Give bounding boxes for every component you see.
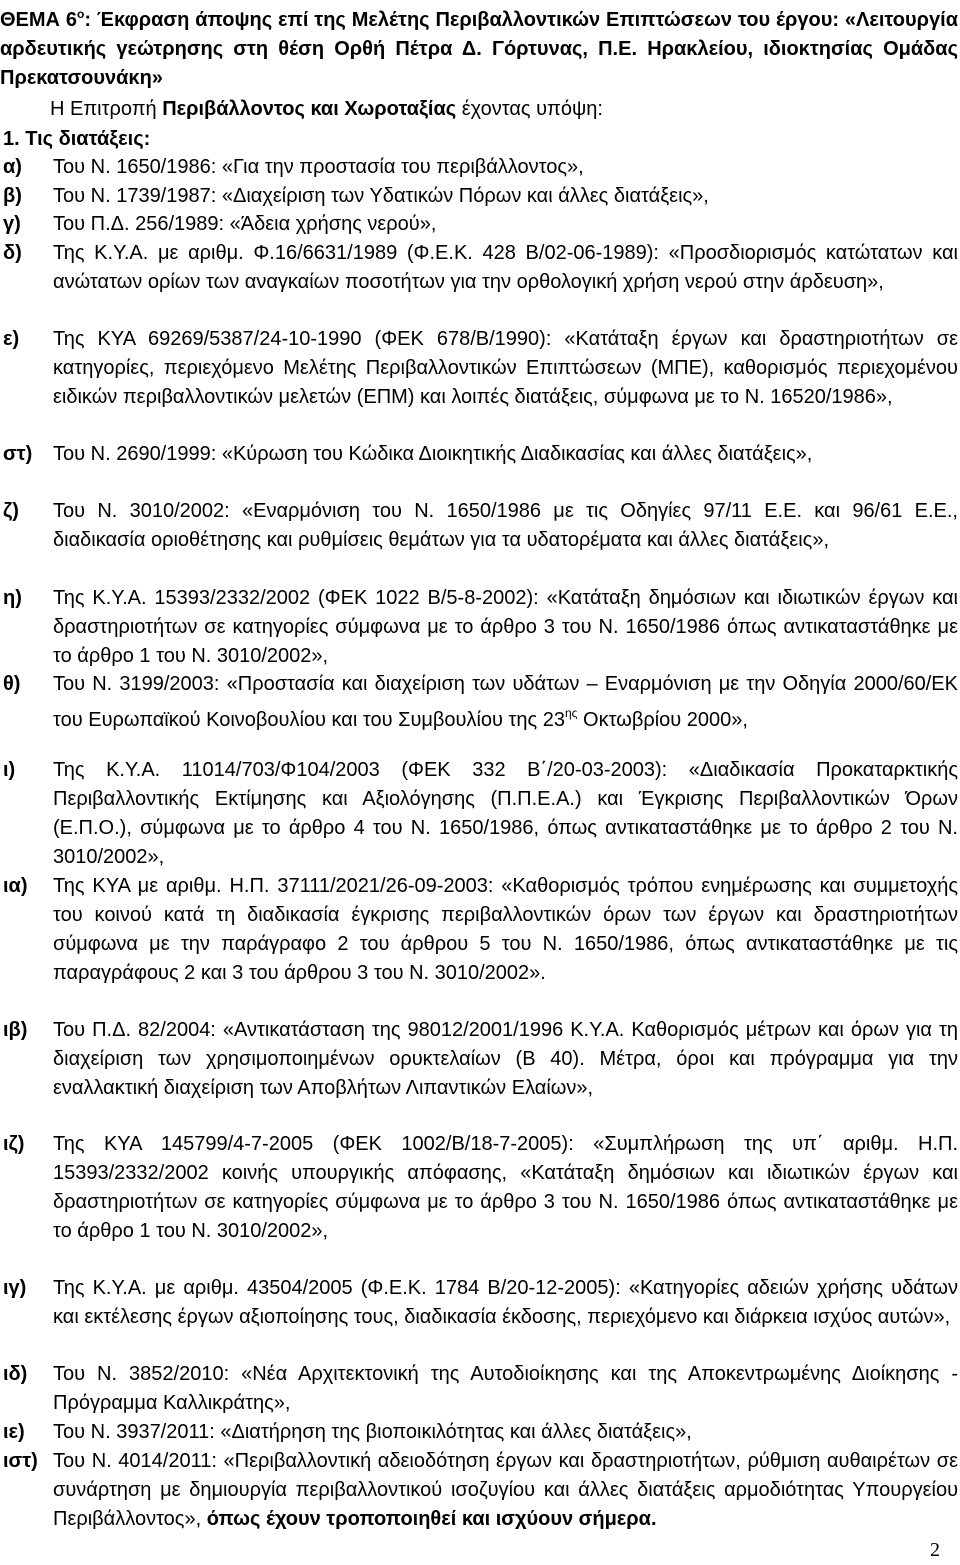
item-text-part: Του Ν. 3199/2003: «Προστασία και διαχείριση των υδάτων – Εναρμόνιση με την Οδηγία 2000/60/ΕΚ του Ευρωπαϊκού Κοινοβουλίου και του Συμβουλίου της 23 [53, 673, 958, 731]
item-text: Του Π.Δ. 82/2004: «Αντικατάσταση της 98012/2001/1996 Κ.Υ.Α. Καθορισμός μέτρων και όρων για τη διαχείριση των χρησιμοποιημένων ορυκτελαίων (Β 40). Μέτρα, όροι και πρόγραμμα για την εναλλακτική διαχείριση των Αποβλήτων Λιπαντικών Ελαίων», [53, 1019, 958, 1099]
item-text: Της Κ.Υ.Α. 11014/703/Φ104/2003 (ΦΕΚ 332 Β΄/20-03-2003): «Διαδικασία Προκαταρκτικής Περιβαλλοντικής Εκτίμησης και Αξιολόγησης (Π.Π.Ε.Α.) και Έγκρισης Περιβαλλοντικών Όρων (Ε.Π.Ο.), σύμφωνα με το άρθρο 4 του Ν. 1650/1986, όπως αντικαταστάθηκε με το άρθρο 2 του Ν. 3010/2002», [53, 759, 958, 868]
list-item [3, 497, 958, 555]
item-label: θ) [3, 673, 21, 695]
item-text: Της Κ.Υ.Α. με αριθμ. Φ.16/6631/1989 (Φ.Ε.Κ. 428 Β/02-06-1989): «Προσδιορισμός κατώτατων και ανώτατων ορίων των αναγκαίων ποσοτήτων για την ορθολογική χρήση νερού στην άρδευση», [53, 242, 958, 293]
item-label: γ) [3, 213, 21, 235]
item-text: Του Ν. 2690/1999: «Κύρωση του Κώδικα Διοικητικής Διαδικασίας και άλλες διατάξεις», [53, 443, 813, 465]
item-label: ε) [3, 328, 20, 350]
list-item [3, 1274, 958, 1332]
item-label: η) [3, 587, 22, 609]
list-item [3, 153, 958, 182]
item-text: Της Κ.Υ.Α. με αριθμ. 43504/2005 (Φ.Ε.Κ. 1784 Β/20-12-2005): «Κατηγορίες αδειών χρήσης υδάτων και εκτέλεσης έργων αξιοποίησης τους, διαδικασία έκδοσης, περιεχόμενο και διάρκεια ισχύος αυτών», [53, 1277, 958, 1328]
item-label: ι) [3, 759, 16, 781]
item-label: ιστ) [3, 1450, 38, 1472]
item-label: ιζ) [3, 1133, 25, 1155]
item-text: Του Ν. 3852/2010: «Νέα Αρχιτεκτονική της Αυτοδιοίκησης και της Αποκεντρωμένης Διοίκησης - Πρόγραμμα Καλλικράτης», [53, 1363, 958, 1414]
title-text: : Έκφραση άποψης επί της Μελέτης Περιβαλλοντικών Επιπτώσεων του έργου: «Λειτουργία αρδευτικής γεώτρησης στη θέση Ορθή Πέτρα Δ. Γόρτυνας, Π.Ε. Ηρακλείου, ιδιοκτησίας Ομάδας Πρεκατσουνάκη» [0, 9, 958, 89]
item-label: δ) [3, 242, 22, 264]
item-label: β) [3, 185, 22, 207]
item-text: Του Π.Δ. 256/1989: «Άδεια χρήσης νερού», [53, 213, 437, 235]
item-text: Της ΚΥΑ 145799/4-7-2005 (ΦΕΚ 1002/Β/18-7-2005): «Συμπλήρωση της υπ΄ αριθμ. Η.Π. 15393/2332/2002 κοινής υπουργικής απόφασης, «Κατάταξη δημόσιων και ιδιωτικών έργων και δραστηριοτήτων σε κατηγορίες σύμφωνα με το άρθρο 3 του Ν. 1650/1986 όπως αντικαταστάθηκε με το άρθρο 1 του Ν. 3010/2002», [53, 1133, 958, 1242]
list-item [3, 1418, 958, 1447]
intro-line [50, 95, 603, 124]
list-item [3, 182, 958, 211]
item-text: Της ΚΥΑ 69269/5387/24-10-1990 (ΦΕΚ 678/Β/1990): «Κατάταξη έργων και δραστηριοτήτων σε κατηγορίες, περιεχόμενο Μελέτης Περιβαλλοντικών Επιπτώσεων (ΜΠΕ), καθορισμός περιεχομένου ειδικών περιβαλλοντικών μελετών (ΕΠΜ) και λοιπές διατάξεις, σύμφωνα με το Ν. 16520/1986», [53, 328, 958, 408]
item-superscript: ης [565, 706, 578, 720]
page-title [0, 0, 958, 93]
intro-post: έχοντας υπόψη: [456, 98, 603, 120]
list-item [3, 1016, 958, 1103]
list-item [3, 756, 958, 872]
theme-label: ΘΕΜΑ 6 [0, 9, 78, 31]
item-text: Της Κ.Υ.Α. 15393/2332/2002 (ΦΕΚ 1022 Β/5-8-2002): «Κατάταξη δημόσιων και ιδιωτικών έργων και δραστηριοτήτων σε κατηγορίες σύμφωνα με το άρθρο 3 του Ν. 1650/1986 όπως αντικαταστάθηκε με το άρθρο 1 του Ν. 3010/2002», [53, 587, 958, 667]
list-item [3, 325, 958, 412]
theme-superscript: ο [77, 7, 85, 21]
intro-committee: Περιβάλλοντος και Χωροταξίας [162, 98, 457, 120]
page-number: 2 [930, 1539, 940, 1561]
list-item [3, 210, 958, 239]
item-text-part: Οκτωβρίου 2000», [577, 709, 748, 731]
item-label: ιδ) [3, 1363, 28, 1385]
item-label: ιε) [3, 1421, 25, 1443]
item-label: ζ) [3, 500, 19, 522]
item-text: Του Ν. 3010/2002: «Εναρμόνιση του Ν. 1650/1986 με τις Οδηγίες 97/11 Ε.Ε. και 96/61 Ε.Ε., διαδικασία οριοθέτησης και ρυθμίσεις θεμάτων για τα υδατορέματα και άλλες διατάξεις», [53, 500, 958, 551]
list-item [3, 1447, 958, 1534]
item-text: Της ΚΥΑ με αριθμ. Η.Π. 37111/2021/26-09-2003: «Καθορισμός τρόπου ενημέρωσης και συμμετοχής του κοινού κατά τη διαδικασία έγκρισης περιβαλλοντικών όρων των έργων και δραστηριοτήτων σύμφωνα με την παράγραφο 2 του άρθρου 5 του Ν. 1650/1986, όπως αντικαταστάθηκε με τις παραγράφους 2 και 3 του άρθρου 3 του Ν. 3010/2002». [53, 875, 958, 984]
item-label: στ) [3, 443, 33, 465]
list-item [3, 1360, 958, 1418]
list-item [3, 670, 958, 735]
list-item [3, 440, 958, 469]
item-label: ια) [3, 875, 28, 897]
list-item [3, 239, 958, 297]
item-bold-tail: όπως έχουν τροποποιηθεί και ισχύουν σήμερα. [206, 1508, 657, 1530]
item-text: Του Ν. 1739/1987: «Διαχείριση των Υδατικών Πόρων και άλλες διατάξεις», [53, 185, 709, 207]
section-1-heading: 1. Τις διατάξεις: [3, 128, 151, 150]
item-label: α) [3, 156, 22, 178]
item-text [53, 1447, 958, 1534]
intro-pre: Η Επιτροπή [50, 98, 163, 120]
item-label: ιγ) [3, 1277, 27, 1299]
item-text [53, 670, 958, 735]
list-item [3, 584, 958, 671]
list-item [3, 872, 958, 988]
item-text-part: Του Ν. 4014/2011: «Περιβαλλοντική αδειοδότηση έργων και δραστηριοτήτων, ρύθμιση αυθαιρέτων σε συνάρτηση με δημιουργία περιβαλλοντικού ισοζυγίου και άλλες διατάξεις αρμοδιότητας Υπουργείου Περιβάλλοντος», [53, 1450, 958, 1530]
item-label: ιβ) [3, 1019, 28, 1041]
item-text: Του Ν. 1650/1986: «Για την προστασία του περιβάλλοντος», [53, 156, 584, 178]
item-text: Του Ν. 3937/2011: «Διατήρηση της βιοποικιλότητας και άλλες διατάξεις», [53, 1421, 692, 1443]
list-item [3, 1130, 958, 1246]
